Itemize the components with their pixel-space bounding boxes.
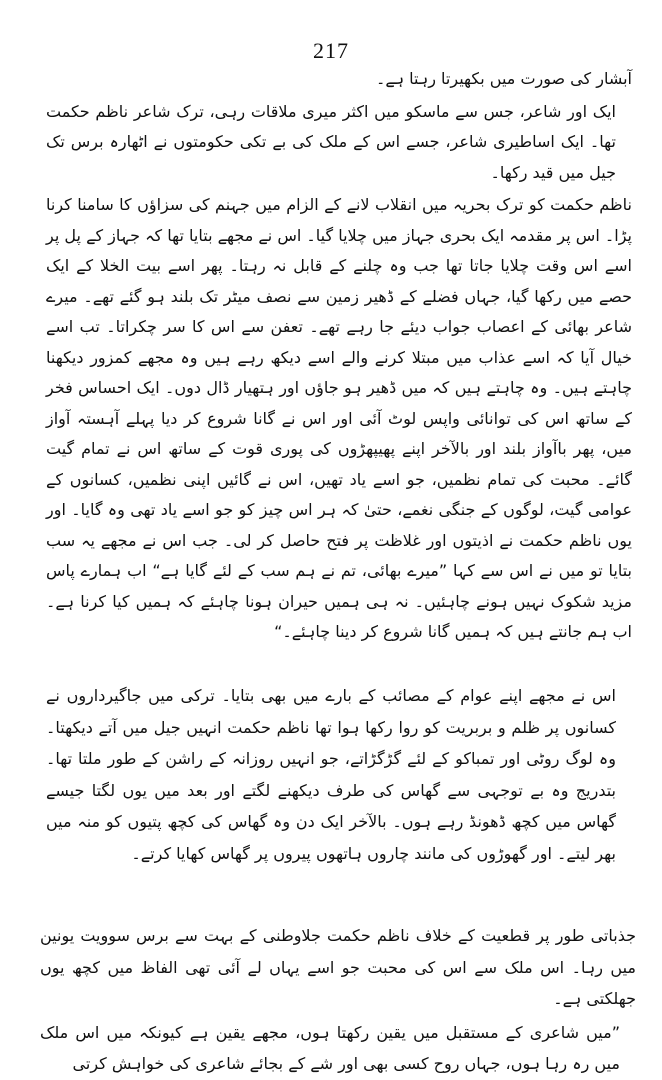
text-block-middle — [46, 680, 632, 869]
paragraph-3: ناظم حکمت کو ترک بحریہ میں انقلاب لانے کے الزام میں جہنم کی سزاؤں کا سامنا کرنا پڑا۔ اس پر مقدمہ ایک بحری جہاز میں چلایا گیا۔ اس نے مجھے بتایا تھا کہ جہاز کے پل پر اسے اس وقت چلایا جاتا تھا جب وہ چلنے کے قابل نہ رہتا۔ پھر اسے بیت الخلا کے ایک حصے میں رکھا گیا، جہاں فضلے کے ڈھیر زمین سے نصف میٹر تک بلند ہو گئے تھے۔ میرے شاعر بھائی کے اعصاب جواب دیئے جا رہے تھے۔ تعفن سے اس کا سر چکراتا۔ تب اسے خیال آیا کہ اسے عذاب میں مبتلا کرنے والے اسے دیکھ رہے ہیں وہ مجھے کمزور دیکھنا چاہتے ہیں۔ وہ چاہتے ہیں کہ میں ڈھیر ہو جاؤں اور ہتھیار ڈال دوں۔ ایک احساس فخر کے ساتھ اس کی توانائی واپس لوٹ آئی اور اس نے گانا شروع کر دیا پہلے آہستہ آواز میں، پھر باآواز بلند اور بالآخر اپنے پھیپھڑوں کی پوری قوت کے ساتھ اس نے تمام گیت گائے۔ محبت کی تمام نظمیں، جو اسے یاد تھیں، اس نے گائیں اپنی نظمیں، کسانوں کے عوامی گیت، لوگوں کے جنگی نغمے، حتیٰ کہ ہر اس چیز کو جو اسے یاد تھی وہ گایا۔ اور یوں ناظم حکمت نے اذیتوں اور غلاظت پر فتح حاصل کر لی۔ جب اس نے مجھے یہ سب بتایا تو میں نے اس سے کہا ”میرے بھائی، تم نے ہم سب کے لئے گایا ہے“ اب ہمارے پاس مزید شکوک نہیں ہونے چاہئیں۔ نہ ہی ہمیں حیران ہونا چاہئے کہ ہمیں کیا کرنا ہے۔ اب ہم جانتے ہیں کہ ہمیں گانا شروع کر دینا چاہئے۔“ — [46, 195, 633, 641]
paragraph-2: ایک اور شاعر، جس سے ماسکو میں اکثر میری ملاقات رہی، ترک شاعر ناظم حکمت تھا۔ ایک اساطیری شاعر، جسے اس کے ملک کی بے تکی حکومتوں نے اٹھارہ برس تک جیل میں قید رکھا۔ — [46, 101, 616, 182]
text-block-upper — [46, 64, 632, 648]
page-number: 217 — [313, 38, 349, 63]
paragraph-1: آبشار کی صورت میں بکھیرتا رہتا ہے۔ — [375, 69, 632, 88]
paragraph-6: ”میں شاعری کے مستقبل میں یقین رکھتا ہوں، مجھے یقین ہے کیونکہ میں اس ملک میں رہ رہا ہوں، جہاں روح کسی بھی اور شے کے بجائے شاعری کی خواہش کرتی — [40, 1022, 620, 1073]
paragraph-5: جذباتی طور پر قطعیت کے خلاف ناظم حکمت جلاوطنی کے بہت سے برس سوویت یونین میں رہا۔ اس ملک سے اس کی محبت جو اسے یہاں لے آئی تھی الفاظ میں کچھ یوں جھلکتی ہے۔ — [40, 926, 636, 1008]
paragraph-4: اس نے مجھے اپنے عوام کے مصائب کے بارے میں بھی بتایا۔ ترکی میں جاگیرداروں نے کسانوں پر ظلم و بربریت کو روا رکھا ہوا تھا ناظم حکمت انہیں جیل میں آتے دیکھتا۔ وہ لوگ روٹی اور تمباکو کے لئے گڑگڑاتے، جو انہیں روزانہ کے راشن کے طور ملتا تھا۔ بتدریج وہ بے توجہی سے گھاس کی طرف دیکھنے لگتے اور بعد میں یوں لگتا جیسے گھاس میں کچھ ڈھونڈ رہے ہوں۔ بالآخر ایک دن وہ گھاس کی کچھ پتیوں کو منہ میں بھر لیتے۔ اور گھوڑوں کی مانند چاروں ہاتھوں پیروں پر گھاس کھایا کرتے۔ — [46, 686, 616, 863]
text-block-lower — [40, 920, 636, 1080]
